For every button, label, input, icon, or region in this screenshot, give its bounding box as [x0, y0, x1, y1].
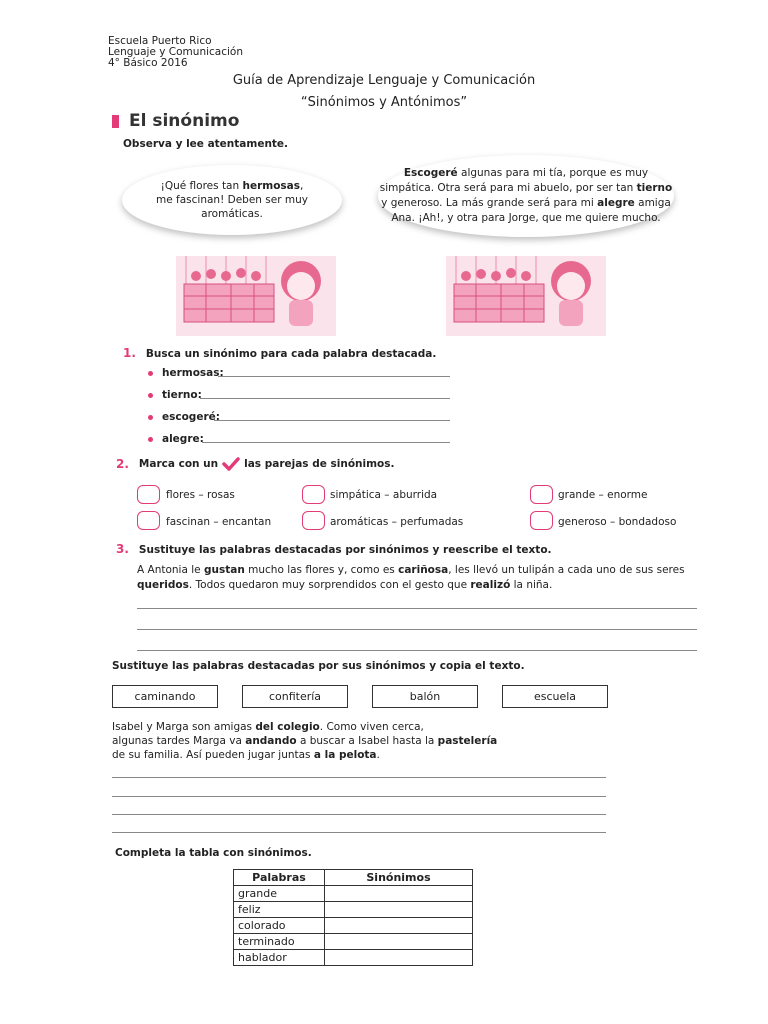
synonym-cell[interactable] [325, 918, 473, 934]
option-generoso-bondadoso: generoso – bondadoso [558, 516, 677, 528]
word-cell: terminado [234, 934, 325, 950]
synonym-cell[interactable] [325, 902, 473, 918]
word-box-caminando: caminando [112, 685, 218, 708]
synonym-cell[interactable] [325, 886, 473, 902]
school-name: Escuela Puerto Rico [108, 35, 212, 47]
speech-bubble-right: Escogeré algunas para mi tía, porque es muy simpática. Otra será para mi abuelo, por ser tan tierno y generoso. La más grande será para mi alegre amiga Ana. ¡Ah!, y otra para Jorge, que me quiere mucho. [378, 155, 674, 237]
option-fascinan-encantan: fascinan – encantan [166, 516, 272, 528]
option-simpatica-aburrida: simpática – aburrida [330, 489, 438, 501]
word-tierno: tierno: [148, 389, 202, 401]
checkmark-icon [222, 457, 240, 471]
word-cell: colorado [234, 918, 325, 934]
bullet-icon [148, 393, 153, 398]
answer-line-tierno[interactable] [200, 398, 450, 399]
checkbox-grande-enorme[interactable] [530, 485, 553, 504]
checkbox-flores-rosas[interactable] [137, 485, 160, 504]
girl-with-flowers-illustration-left [176, 236, 336, 336]
answer-line-escogere[interactable] [214, 420, 450, 421]
speech-bubble-left: ¡Qué flores tan hermosas, me fascinan! Deben ser muy aromáticas. [122, 165, 342, 235]
option-grande-enorme: grande – enorme [558, 489, 648, 501]
exercise-4-paragraph: Isabel y Marga son amigas del colegio. Como viven cerca, algunas tardes Marga va andando a buscar a Isabel hasta la pastelería de su familia. Así pueden jugar juntas a la pelota. [112, 721, 498, 761]
page-title: Guía de Aprendizaje Lenguaje y Comunicación [232, 73, 536, 88]
word-alegre: alegre: [148, 433, 204, 445]
table-row [234, 886, 473, 902]
exercise-2-title: 2. Marca con un las parejas de sinónimos. [116, 457, 395, 471]
word-escogere: escogeré: [148, 411, 220, 423]
word-cell: grande [234, 886, 325, 902]
table-row [234, 902, 473, 918]
word-box-confiteria: confitería [242, 685, 348, 708]
exercise-1-title: 1. Busca un sinónimo para cada palabra destacada. [123, 346, 437, 360]
header-sinonimos: Sinónimos [325, 870, 473, 886]
page-subtitle: “Sinónimos y Antónimos” [300, 95, 468, 110]
bullet-icon [148, 415, 153, 420]
copy-line-4[interactable] [112, 832, 606, 833]
synonym-cell[interactable] [325, 950, 473, 966]
grade-label: 4° Básico 2016 [108, 57, 188, 69]
bullet-icon [148, 437, 153, 442]
word-box-escuela: escuela [502, 685, 608, 708]
word-hermosas: hermosas: [148, 367, 224, 379]
synonym-cell[interactable] [325, 934, 473, 950]
section-title: El sinónimo [112, 111, 239, 131]
girl-with-flowers-illustration-right [446, 236, 606, 336]
section-marker [112, 115, 119, 128]
word-cell: feliz [234, 902, 325, 918]
option-aromaticas-perfumadas: aromáticas – perfumadas [330, 516, 464, 528]
option-flores-rosas: flores – rosas [166, 489, 235, 501]
rewrite-line-1[interactable] [137, 608, 697, 609]
subject-name: Lenguaje y Comunicación [108, 46, 243, 58]
copy-line-3[interactable] [112, 814, 606, 815]
rewrite-line-2[interactable] [137, 629, 697, 630]
checkbox-fascinan-encantan[interactable] [137, 511, 160, 530]
checkbox-simpatica-aburrida[interactable] [302, 485, 325, 504]
synonyms-table [233, 869, 473, 966]
bullet-icon [148, 371, 153, 376]
table-row [234, 934, 473, 950]
table-header-row [234, 870, 473, 886]
section-instruction: Observa y lee atentamente. [123, 138, 289, 150]
exercise-5-title: Completa la tabla con sinónimos. [115, 847, 312, 859]
copy-line-2[interactable] [112, 796, 606, 797]
answer-line-alegre[interactable] [202, 442, 450, 443]
checkbox-generoso-bondadoso[interactable] [530, 511, 553, 530]
exercise-3-title: 3. Sustituye las palabras destacadas por sinónimos y reescribe el texto. [116, 542, 552, 556]
answer-line-hermosas[interactable] [218, 376, 450, 377]
exercise-4-title: Sustituye las palabras destacadas por sus sinónimos y copia el texto. [112, 660, 525, 672]
header-palabras: Palabras [234, 870, 325, 886]
table-row [234, 918, 473, 934]
word-box-balon: balón [372, 685, 478, 708]
word-cell: hablador [234, 950, 325, 966]
checkbox-aromaticas-perfumadas[interactable] [302, 511, 325, 530]
copy-line-1[interactable] [112, 777, 606, 778]
table-row [234, 950, 473, 966]
exercise-3-paragraph: A Antonia le gustan mucho las flores y, como es cariñosa, les llevó un tulipán a cada uno de sus seres queridos. Todos quedaron muy sorprendidos con el gesto que realizó la niña. [137, 564, 685, 591]
rewrite-line-3[interactable] [137, 650, 697, 651]
